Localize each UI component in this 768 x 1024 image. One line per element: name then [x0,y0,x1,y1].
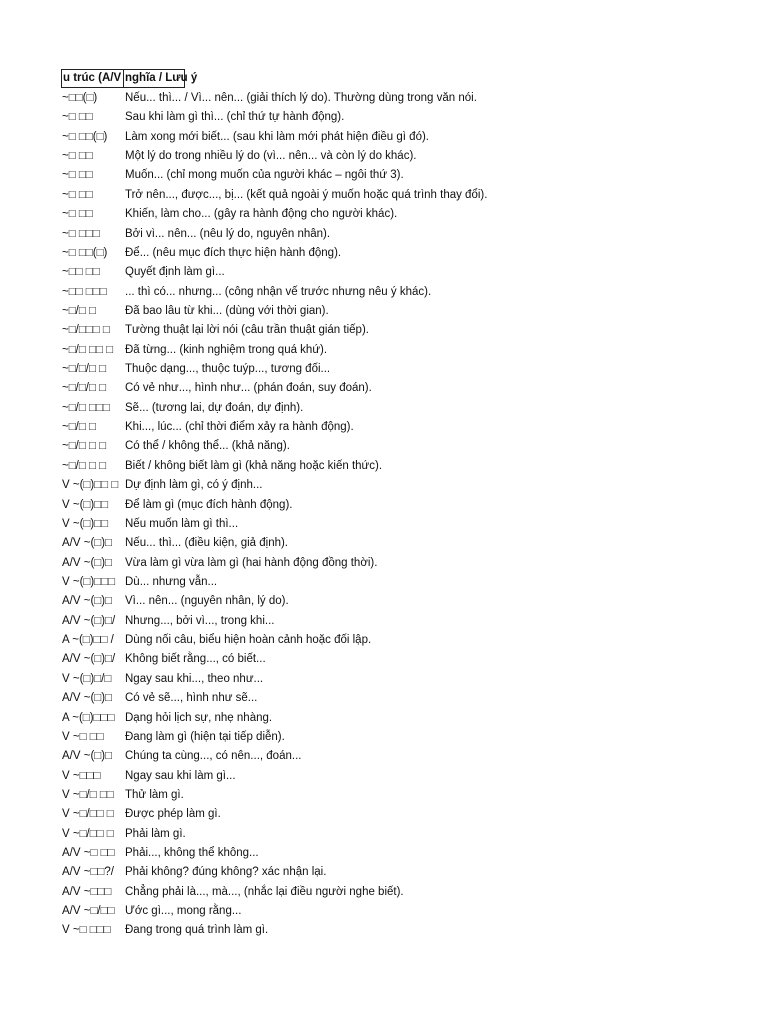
meaning-cell: Trở nên..., được..., bị... (kết quả ngoài ý muốn hoặc quá trình thay đổi). [125,188,488,201]
structure-cell: A/V ~□□?/ [62,866,114,879]
meaning-cell: Được phép làm gì. [125,808,221,821]
table-row [0,534,768,553]
table-row [0,844,768,863]
structure-cell: ~□/□/□ □ [62,382,107,395]
structure-cell: ~□ □□ [62,208,93,221]
table-row [0,186,768,205]
structure-cell: ~□□ □□ [62,266,100,279]
grammar-table-body [0,89,768,941]
table-row [0,747,768,766]
structure-cell: ~□ □□(□) [62,246,108,259]
structure-cell: ~□ □□ [62,150,93,163]
structure-cell: ~□/□ □ □ [62,459,107,472]
meaning-cell: Đang làm gì (hiện tại tiếp diễn). [125,730,285,743]
table-row [0,496,768,515]
meaning-cell: Có vẻ như..., hình như... (phán đoán, suy đoán). [125,382,372,395]
table-row [0,205,768,224]
table-row [0,921,768,940]
table-row [0,825,768,844]
table-row [0,166,768,185]
structure-cell: A/V ~□□□ [62,885,112,898]
meaning-cell: Dùng nối câu, biểu hiện hoàn cảnh hoặc đối lập. [125,634,372,647]
structure-cell: ~□ □□(□) [62,130,108,143]
meaning-cell: Thuộc dạng..., thuộc tuýp..., tương đối... [125,363,331,376]
table-row [0,399,768,418]
meaning-cell: Tường thuật lại lời nói (câu trần thuật gián tiếp). [125,324,369,337]
structure-cell: V ~(□)□□□ [62,575,116,588]
structure-cell: ~□/□/□ □ [62,363,107,376]
meaning-cell: Dạng hỏi lịch sự, nhẹ nhàng. [125,711,273,724]
meaning-cell: Nhưng..., bởi vì..., trong khi... [125,614,275,627]
structure-cell: A/V ~(□)□ [62,556,112,569]
structure-cell: V ~(□)□□ [62,498,109,511]
table-row [0,573,768,592]
table-row [0,341,768,360]
structure-cell: ~□/□□□ □ [62,324,110,337]
header-structure-label: u trúc (A/V [63,72,122,84]
meaning-cell: Chẳng phải là..., mà..., (nhắc lại điều người nghe biết). [125,885,404,898]
meaning-cell: Một lý do trong nhiều lý do (vì... nên... và còn lý do khác). [125,150,417,163]
meaning-cell: Vì... nên... (nguyên nhân, lý do). [125,595,289,608]
table-row [0,89,768,108]
structure-cell: A/V ~□/□□ [62,905,115,918]
structure-cell: V ~□/□□ □ [62,827,114,840]
structure-cell: A/V ~□ □□ [62,847,115,860]
table-row [0,592,768,611]
structure-cell: ~□ □□ [62,111,93,124]
structure-cell: ~□ □□□ [62,227,100,240]
table-row [0,437,768,456]
structure-cell: A/V ~(□)□/ [62,614,116,627]
table-row [0,670,768,689]
structure-cell: V ~□ □□ [62,730,104,743]
meaning-cell: Vừa làm gì vừa làm gì (hai hành động đồng thời). [125,556,378,569]
meaning-cell: Đã từng... (kinh nghiệm trong quá khứ). [125,343,328,356]
structure-cell: A/V ~(□)□ [62,750,112,763]
meaning-cell: Nếu... thì... / Vì... nên... (giải thích lý do). Thường dùng trong văn nói. [125,92,477,104]
table-row [0,283,768,302]
meaning-cell: Nếu... thì... (điều kiện, giả định). [125,537,289,550]
table-row [0,554,768,573]
structure-cell: ~□ □□ [62,169,93,182]
structure-cell: ~□/□ □□ □ [62,343,114,356]
structure-cell: ~□ □□ [62,188,93,201]
table-row [0,147,768,166]
meaning-cell: Ngay sau khi..., theo như... [125,672,264,685]
table-row [0,263,768,282]
table-row [0,767,768,786]
table-row [0,709,768,728]
structure-cell: A/V ~(□)□ [62,692,112,705]
structure-cell: V ~□□□ [62,769,101,782]
header-meaning-cell [123,69,198,88]
structure-cell: ~□/□ □ [62,421,96,434]
table-row [0,612,768,631]
structure-cell: ~□/□ □□□ [62,401,110,414]
meaning-cell: Muốn... (chỉ mong muốn của người khác – ngôi thứ 3). [125,169,404,182]
structure-cell: A ~(□)□□ / [62,634,114,647]
meaning-cell: Bởi vì... nên... (nêu lý do, nguyên nhân). [125,227,331,240]
meaning-cell: Thử làm gì. [125,788,184,801]
table-row [0,515,768,534]
table-row [0,689,768,708]
structure-cell: A/V ~(□)□ [62,595,112,608]
meaning-cell: Chúng ta cùng..., có nên..., đoán... [125,750,302,763]
header-meaning-label: nghĩa / Lưu ý [125,72,198,84]
meaning-cell: Có vẻ sẽ..., hình như sẽ... [125,692,258,705]
meaning-cell: Sẽ... (tương lai, dự đoán, dự định). [125,401,304,414]
table-row [0,108,768,127]
meaning-cell: Làm xong mới biết... (sau khi làm mới phát hiện điều gì đó). [125,130,430,143]
table-row [0,863,768,882]
meaning-cell: Đang trong quá trình làm gì. [125,924,269,937]
table-row [0,321,768,340]
table-row [0,244,768,263]
table-row [0,418,768,437]
structure-cell: A ~(□)□□□ [62,711,115,724]
structure-cell: V ~□/□ □□ [62,788,114,801]
meaning-cell: ... thì có... nhưng... (công nhận vế trước nhưng nêu ý khác). [125,285,432,298]
table-row [0,379,768,398]
meaning-cell: Biết / không biết làm gì (khả năng hoặc kiến thức). [125,459,383,472]
meaning-cell: Nếu muốn làm gì thì... [125,517,239,530]
meaning-cell: Khi..., lúc... (chỉ thời điểm xảy ra hành động). [125,421,354,434]
meaning-cell: Phải làm gì. [125,827,186,840]
table-row [0,786,768,805]
structure-cell: A/V ~(□)□/ [62,653,116,666]
meaning-cell: Không biết rằng..., có biết... [125,653,266,666]
meaning-cell: Ước gì..., mong rằng... [125,905,242,918]
table-row [0,902,768,921]
table-row [0,360,768,379]
meaning-cell: Sau khi làm gì thì... (chỉ thứ tự hành động). [125,111,345,124]
meaning-cell: Đã bao lâu từ khi... (dùng với thời gian). [125,304,329,317]
meaning-cell: Có thể / không thể... (khả năng). [125,440,290,453]
structure-cell: V ~(□)□/□ [62,672,112,685]
structure-cell: ~□□ □□□ [62,285,107,298]
meaning-cell: Dù... nhưng vẫn... [125,575,218,588]
structure-cell: V ~□/□□ □ [62,808,114,821]
header-structure-cell [61,69,124,88]
meaning-cell: Phải không? đúng không? xác nhận lại. [125,866,327,879]
table-row [0,883,768,902]
table-row [0,728,768,747]
table-row [0,631,768,650]
structure-cell: ~□/□ □ [62,304,96,317]
table-row [0,805,768,824]
table-row [0,128,768,147]
meaning-cell: Quyết định làm gì... [125,266,225,279]
structure-cell: V ~(□)□□ [62,517,109,530]
table-row [0,302,768,321]
meaning-cell: Để... (nêu mục đích thực hiện hành động). [125,246,342,259]
table-row [0,650,768,669]
structure-cell: ~□□(□) [62,92,98,104]
meaning-cell: Khiến, làm cho... (gây ra hành động cho người khác). [125,208,398,221]
structure-cell: A/V ~(□)□ [62,537,112,550]
table-row [0,457,768,476]
table-row [0,476,768,495]
meaning-cell: Dự định làm gì, có ý định... [125,479,263,492]
table-row [0,225,768,244]
structure-cell: V ~(□)□□ □ [62,479,119,492]
meaning-cell: Ngay sau khi làm gì... [125,769,236,782]
structure-cell: V ~□ □□□ [62,924,111,937]
structure-cell: ~□/□ □ □ [62,440,107,453]
meaning-cell: Phải..., không thể không... [125,847,259,860]
meaning-cell: Để làm gì (mục đích hành động). [125,498,293,511]
